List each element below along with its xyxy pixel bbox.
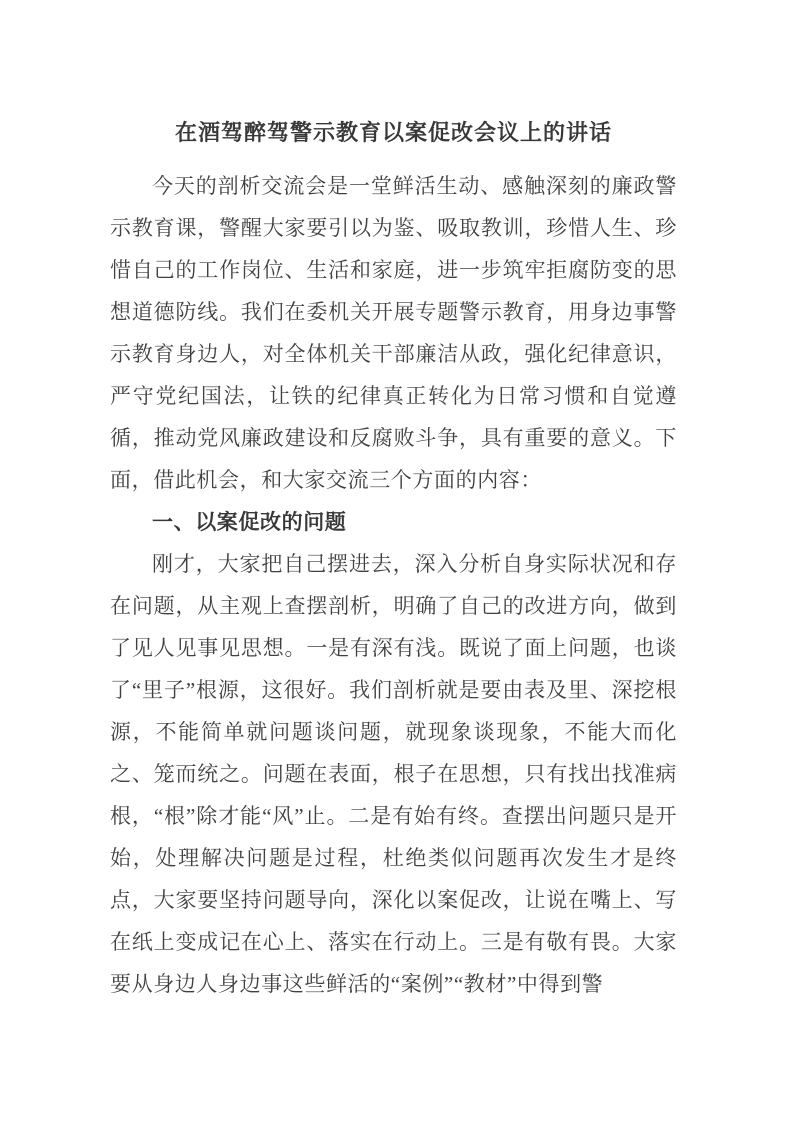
document-title: 在酒驾醉驾警示教育以案促改会议上的讲话 [174,120,612,145]
paragraph: 今天的剖析交流会是一堂鲜活生动、感触深刻的廉政警示教育课，警醒大家要引以为鉴、吸取教训，珍惜人生、珍惜自己的工作岗位、生活和家庭，进一步筑牢拒腐防变的思想道德防线。我们在委机关开展专题警示教育，用身边事警示教育身边人，对全体机关干部廉洁从政，强化纪律意识，严守党纪国法，让铁的纪律真正转化为日常习惯和自觉遵循，推动党风廉政建设和反腐败斗争，具有重要的意义。下面，借此机会，和大家交流三个方面的内容： [110,174,677,492]
paragraph: 刚才，大家把自己摆进去，深入分析自身实际状况和存在问题，从主观上查摆剖析，明确了自己的改进方向，做到了见人见事见思想。一是有深有浅。既说了面上问题，也谈了“里子”根源，这很好。我们剖析就是要由表及里、深挖根源，不能简单就问题谈问题，就现象谈现象，不能大而化之、笼而统之。问题在表面，根子在思想，只有找出找准病根，“根”除才能“风”止。二是有始有终。查摆出问题只是开始，处理解决问题是过程，杜绝类似问题再次发生才是终点，大家要坚持问题导向，深化以案促改，让说在嘴上、写在纸上变成记在心上、落实在行动上。三是有敬有畏。大家要从身边人身边事这些鲜活的“案例”“教材”中得到警 [110,552,677,996]
section-heading: 一、以案促改的问题 [152,510,347,534]
document-body [110,165,677,1005]
